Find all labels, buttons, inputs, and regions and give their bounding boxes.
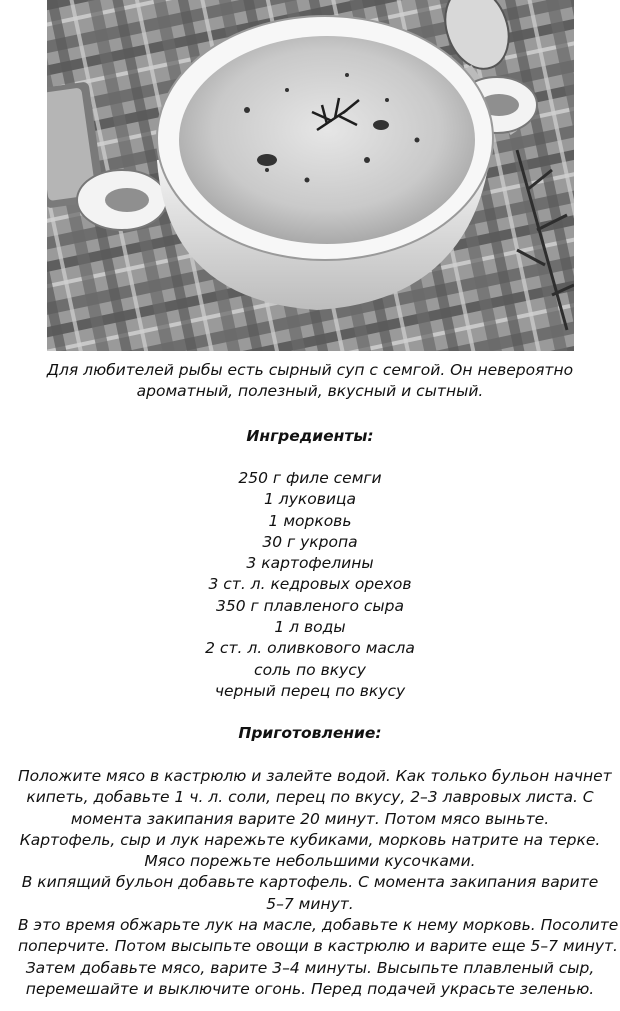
caption-line: ароматный, полезный, вкусный и сытный. <box>136 382 484 400</box>
ingredient-item: 1 л воды <box>274 618 346 637</box>
instruction-line: момента закипания варите 20 минут. Потом мясо выньте. <box>70 809 550 828</box>
preparation-heading: Приготовление: <box>238 724 382 742</box>
instruction-line: кипеть, добавьте 1 ч. л. соли, перец по вкусу, 2–3 лавровых листа. С <box>26 788 594 807</box>
ingredient-item: 30 г укропа <box>262 532 358 551</box>
ingredient-item: 350 г плавленого сыра <box>216 596 404 615</box>
ingredient-item: 1 морковь <box>268 511 352 530</box>
instruction-line: поперчите. Потом высыпьте овощи в кастрюлю и варите еще 5–7 минут. <box>18 937 618 956</box>
instruction-line: Затем добавьте мясо, варите 3–4 минуты. Высыпьте плавленый сыр, <box>25 958 595 977</box>
ingredient-item: 2 ст. л. оливкового масла <box>205 639 415 658</box>
instruction-line: перемешайте и выключите огонь. Перед подачей украсьте зеленью. <box>25 979 595 998</box>
ingredient-item: 3 картофелины <box>246 554 374 573</box>
instructions-text <box>0 766 620 1000</box>
intro-caption <box>0 360 620 402</box>
ingredient-item: 3 ст. л. кедровых орехов <box>208 575 412 594</box>
ingredient-item: 1 луковица <box>264 490 356 509</box>
ingredient-item: 250 г филе семги <box>238 469 382 487</box>
ingredients-heading: Ингредиенты: <box>246 427 374 445</box>
soup-bowl-photo <box>47 0 574 351</box>
instruction-line: 5–7 минут. <box>266 894 354 913</box>
instruction-line: В кипящий бульон добавьте картофель. С момента закипания варите <box>21 873 599 892</box>
instruction-line: Мясо порежьте небольшими кусочками. <box>144 852 476 871</box>
ingredient-item: соль по вкусу <box>254 660 366 679</box>
instruction-line: В это время обжарьте лук на масле, добавьте к нему морковь. Посолите <box>18 916 619 935</box>
ingredient-item: черный перец по вкусу <box>214 681 406 700</box>
caption-line: Для любителей рыбы есть сырный суп с семгой. Он невероятно <box>46 361 574 379</box>
instruction-line: Картофель, сыр и лук нарежьте кубиками, морковь натрите на терке. <box>19 830 601 849</box>
instruction-line: Положите мясо в кастрюлю и залейте водой. Как только бульон начнет <box>18 767 612 785</box>
ingredients-list <box>0 468 620 702</box>
